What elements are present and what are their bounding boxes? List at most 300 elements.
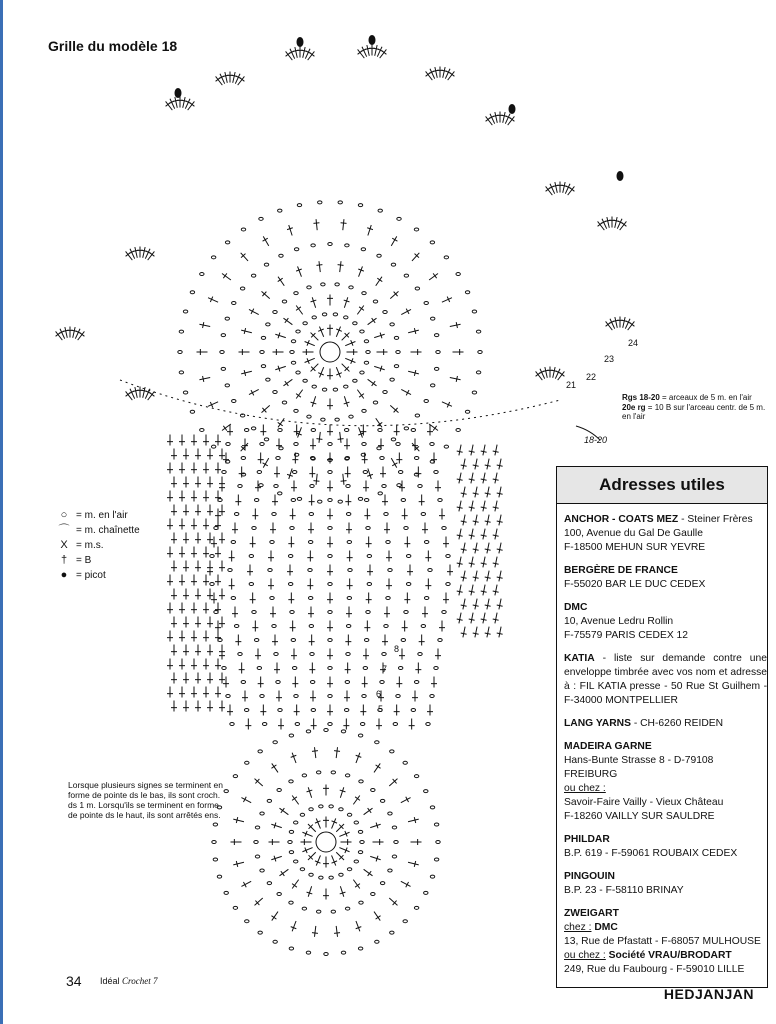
chain-stitch (211, 256, 215, 259)
chain-stitch (363, 471, 367, 474)
chain-stitch (278, 492, 282, 495)
double-crochet-stitch (271, 856, 281, 859)
chain-stitch (310, 653, 314, 656)
double-crochet-stitch (289, 469, 292, 479)
chain-stitch (364, 340, 368, 343)
double-crochet-stitch (312, 396, 315, 406)
chain-stitch (346, 653, 350, 656)
double-crochet-stitch (463, 515, 465, 526)
chain-stitch (341, 730, 345, 733)
chain-stitch (228, 569, 232, 572)
chain-stitch (358, 851, 362, 854)
chain-stitch (415, 414, 419, 417)
double-crochet-bar (461, 465, 467, 466)
legend-item-single-crochet (58, 538, 140, 553)
double-crochet-stitch (475, 459, 477, 470)
double-crochet-bar (485, 577, 491, 578)
chain-stitch (434, 334, 438, 337)
chain-stitch (278, 209, 282, 212)
double-crochet-bar (368, 871, 372, 876)
supplier-detail: Société VRAU/BRODART (608, 950, 732, 961)
chain-stitch (261, 336, 265, 339)
chain-stitch (311, 429, 315, 432)
chain-stitch (303, 379, 307, 382)
address-bergere (564, 564, 767, 592)
chain-stitch (294, 695, 298, 698)
double-crochet-bar (481, 451, 487, 452)
chain-stitch (311, 244, 315, 247)
double-crochet-bar (236, 817, 237, 823)
address-katia (564, 652, 767, 708)
double-crochet-stitch (495, 529, 497, 540)
double-crochet-stitch (332, 818, 336, 828)
double-crochet-stitch (241, 371, 252, 374)
double-crochet-bar (497, 521, 503, 522)
double-crochet-bar (312, 751, 318, 752)
double-crochet-bar (457, 591, 463, 592)
double-crochet-bar (457, 479, 463, 480)
chain-stitch (375, 741, 379, 744)
chain-stitch (358, 204, 362, 207)
double-crochet-bar (203, 322, 204, 328)
double-crochet-bar (292, 884, 297, 888)
row-label-21: 21 (566, 380, 577, 390)
supplier-name: ZWEIGART (564, 908, 619, 919)
double-crochet-stitch (249, 389, 259, 394)
double-crochet-stitch (336, 327, 340, 337)
double-crochet-stitch (463, 487, 465, 498)
chain-stitch (373, 300, 377, 303)
chain-stitch (254, 499, 258, 502)
chain-stitch (234, 625, 238, 628)
double-crochet-bar (278, 278, 283, 281)
chain-stitch (371, 893, 375, 896)
chain-stitch (200, 273, 204, 276)
chain-stitch (421, 513, 425, 516)
address-line: Savoir-Faire Vailly - Vieux Château (564, 797, 724, 808)
double-crochet-stitch (401, 389, 411, 394)
chain-stitch (225, 241, 229, 244)
address-line: 13, Rue de Pfastatt - F-68057 MULHOUSE (564, 936, 761, 947)
double-crochet-bar (497, 605, 503, 606)
double-crochet-stitch (471, 557, 473, 568)
double-crochet-stitch (375, 45, 377, 56)
chain-stitch (442, 611, 446, 614)
chain-stitch (318, 500, 322, 503)
double-crochet-bar (481, 507, 487, 508)
chain-stitch (266, 323, 270, 326)
double-crochet-bar (497, 577, 503, 578)
chain-stitch (255, 826, 259, 829)
chain-stitch (362, 292, 366, 295)
chain-stitch (444, 445, 448, 448)
chain-stitch (309, 625, 313, 628)
double-crochet-bar (244, 370, 245, 376)
double-crochet-bar (457, 619, 463, 620)
double-crochet-bar (223, 273, 227, 278)
picot-icon: ● (60, 569, 68, 581)
chain-stitch (319, 805, 323, 808)
double-crochet-stitch (475, 487, 477, 498)
chain-stitch (221, 334, 225, 337)
address-phildar (564, 833, 767, 861)
chain-stitch (259, 217, 263, 220)
double-crochet-bar (236, 861, 237, 867)
chain-stitch (383, 311, 387, 314)
double-crochet-stitch (459, 557, 461, 568)
chain-stitch (430, 806, 434, 809)
double-crochet-bar (485, 605, 491, 606)
double-crochet-stitch (359, 266, 363, 276)
double-crochet-bar (461, 549, 467, 550)
chain-stitch (360, 330, 364, 333)
chain-stitch (345, 774, 349, 777)
chain-stitch (278, 429, 282, 432)
supplier-detail: - Steiner Frères (678, 514, 753, 525)
chain-stitch (377, 254, 381, 257)
double-crochet-stitch (368, 225, 371, 235)
double-crochet-bar (461, 633, 467, 634)
slip-stitch-icon: ⌒ (58, 524, 70, 536)
chain-stitch (476, 371, 480, 374)
legend-text: = picot (76, 570, 106, 581)
chain-stitch (221, 367, 225, 370)
chain-stitch (388, 869, 392, 872)
chain-stitch (415, 287, 419, 290)
chain-stitch (308, 541, 312, 544)
double-crochet-stitch (408, 330, 419, 333)
double-crochet-stitch (483, 501, 485, 512)
chain-stitch (414, 775, 418, 778)
double-crochet-bar (469, 591, 475, 592)
chain-stitch (210, 555, 214, 558)
double-crochet-bar (469, 451, 475, 452)
double-crochet-stitch (339, 848, 349, 852)
double-crochet-stitch (370, 856, 380, 859)
chain-stitch (241, 681, 245, 684)
chain-stitch (394, 365, 398, 368)
double-crochet-stitch (623, 317, 625, 328)
double-crochet-stitch (495, 473, 497, 484)
double-crochet-bar (630, 323, 635, 327)
rows-note (622, 393, 770, 422)
chain-stitch (367, 583, 371, 586)
chain-stitch (296, 371, 300, 374)
chain-stitch (353, 322, 357, 325)
chain-stitch (179, 371, 183, 374)
picot-stitch (297, 38, 303, 47)
double-crochet-bar (469, 507, 475, 508)
double-crochet-stitch (241, 330, 252, 333)
address-line: F-18260 VAILLY SUR SAULDRE (564, 811, 715, 822)
chain-stitch (316, 771, 320, 774)
double-crochet-stitch (459, 529, 461, 540)
chain-stitch (418, 485, 422, 488)
chain-stitch (210, 583, 214, 586)
chain-stitch (380, 882, 384, 885)
row-label-18-20: 18-20 (584, 435, 608, 445)
chain-stitch (366, 611, 370, 614)
double-crochet-stitch (263, 236, 269, 246)
chain-stitch (424, 597, 428, 600)
double-crochet-stitch (463, 571, 465, 582)
double-crochet-stitch (308, 787, 311, 797)
double-crochet-stitch (487, 543, 489, 554)
double-crochet-bar (150, 253, 155, 257)
chain-stitch (302, 907, 306, 910)
double-crochet-bar (285, 318, 289, 323)
chain-stitch (183, 310, 187, 313)
double-crochet-bar (469, 535, 475, 536)
chain-stitch (231, 541, 235, 544)
chain-stitch (291, 639, 295, 642)
chain-stitch (360, 371, 364, 374)
double-crochet-stitch (271, 824, 281, 827)
chain-stitch (240, 287, 244, 290)
chain-stitch (424, 541, 428, 544)
chain-stitch (233, 906, 237, 909)
chain-stitch (277, 788, 281, 791)
address-line: 100, Avenue du Gal De Gaulle (564, 528, 703, 539)
address-dmc (564, 601, 767, 643)
double-crochet-bar (338, 265, 344, 266)
double-crochet-stitch (487, 459, 489, 470)
double-crochet-stitch (305, 341, 315, 345)
legend-text: = m. en l'air (76, 510, 128, 521)
double-crochet-stitch (615, 217, 617, 228)
chain-stitch (329, 805, 333, 808)
chain-stitch (328, 555, 332, 558)
chain-stitch (364, 361, 368, 364)
stitch-note: Lorsque plusieurs signes se terminent en forme de pointe ds le bas, ils sont croch. ds 1 m. Lorsqu'ils se terminent en forme de pointe ds le haut, ils sont arrêtés ens. (68, 780, 223, 820)
double-crochet-bar (359, 307, 364, 311)
double-crochet-stitch (208, 402, 218, 406)
double-crochet-stitch (233, 862, 244, 865)
double-crochet-stitch (459, 473, 461, 484)
chain-stitch (328, 443, 332, 446)
chain-stitch (335, 283, 339, 286)
double-crochet-stitch (495, 501, 497, 512)
chain-stitch (225, 317, 229, 320)
double-crochet-stitch (495, 557, 497, 568)
chain-stitch (361, 248, 365, 251)
double-crochet-stitch (475, 515, 477, 526)
chain-stitch (258, 931, 262, 934)
chain-stitch (434, 858, 438, 861)
chain-stitch (465, 410, 469, 413)
double-crochet-stitch (615, 317, 617, 328)
chain-stitch (294, 409, 298, 412)
double-crochet-stitch (499, 599, 501, 610)
double-crochet-bar (312, 933, 318, 934)
chain-stitch (375, 940, 379, 943)
chain-stitch (260, 443, 264, 446)
address-pingouin (564, 870, 767, 898)
chain-stitch (231, 597, 235, 600)
double-crochet-stitch (316, 219, 317, 230)
chain-stitch (363, 667, 367, 670)
chain-stitch (244, 709, 248, 712)
chain-stitch (358, 734, 362, 737)
chain-stitch (364, 499, 368, 502)
double-crochet-bar (376, 765, 381, 768)
row-label-22: 22 (586, 372, 597, 382)
double-crochet-stitch (199, 324, 210, 326)
address-zweigart (564, 907, 767, 977)
chain-stitch (430, 875, 434, 878)
chain-stitch (307, 286, 311, 289)
stitch-legend (58, 508, 140, 583)
chain-stitch (331, 910, 335, 913)
double-crochet-bar (457, 507, 463, 508)
magazine-issue: Crochet 7 (122, 976, 158, 986)
double-crochet-bar (493, 451, 499, 452)
picot-stitch (617, 172, 623, 181)
chain-stitch (347, 868, 351, 871)
double-crochet-stitch (471, 501, 473, 512)
double-crochet-stitch (336, 926, 337, 937)
double-crochet-stitch (208, 298, 218, 302)
double-crochet-bar (469, 479, 475, 480)
chain-stitch (347, 541, 351, 544)
double-crochet-stitch (303, 47, 305, 58)
double-crochet-stitch (503, 112, 505, 123)
chain-stitch (360, 841, 364, 844)
double-crochet-bar (570, 188, 575, 192)
double-crochet-bar (271, 765, 276, 768)
double-crochet-stitch (459, 613, 461, 624)
chain-stitch (249, 555, 253, 558)
chain-stitch (225, 384, 229, 387)
chain-stitch (378, 492, 382, 495)
address-line: 10, Avenue Ledru Rollin (564, 616, 674, 627)
double-crochet-stitch (241, 881, 251, 886)
chain-stitch (288, 583, 292, 586)
chain-stitch (328, 611, 332, 614)
double-crochet-stitch (249, 309, 259, 314)
double-crochet-stitch (391, 236, 397, 246)
row-label-6: 6 (376, 689, 382, 699)
supplier-name: DMC (564, 602, 588, 613)
chain-stitch (354, 860, 358, 863)
double-crochet-stitch (336, 367, 340, 377)
double-crochet-bar (150, 393, 155, 397)
double-crochet-stitch (471, 613, 473, 624)
chain-stitch (360, 723, 364, 726)
chain-stitch (345, 244, 349, 247)
chain-stitch (328, 243, 332, 246)
chain-stitch (430, 695, 434, 698)
chain-stitch (397, 217, 401, 220)
double-crochet-stitch (319, 261, 320, 272)
double-crochet-bar (223, 426, 227, 431)
chain-stitch (333, 388, 337, 391)
chain-stitch (255, 855, 259, 858)
supplier-name: PHILDAR (564, 834, 610, 845)
legend-text: = B (76, 555, 92, 566)
chain-stitch (366, 527, 370, 530)
chain-stitch (307, 415, 311, 418)
chain-stitch (322, 313, 326, 316)
chain-stitch (442, 527, 446, 530)
double-crochet-stitch (367, 45, 369, 56)
chain-stitch (401, 499, 405, 502)
double-crochet-bar (485, 549, 491, 550)
double-crochet-stitch (483, 585, 485, 596)
chain-stitch (434, 823, 438, 826)
double-crochet-bar (473, 577, 479, 578)
chain-stitch (391, 263, 395, 266)
chain-stitch (238, 653, 242, 656)
double-crochet-stitch (314, 747, 315, 758)
credit-watermark: HEDJANJAN (663, 986, 754, 1002)
chain-stitch (316, 910, 320, 913)
double-crochet-stitch (298, 266, 302, 276)
double-crochet-stitch (471, 585, 473, 596)
double-crochet-bar (461, 577, 467, 578)
double-crochet-stitch (483, 613, 485, 624)
double-crochet-bar (359, 394, 364, 398)
double-crochet-icon: † (60, 554, 68, 566)
double-crochet-bar (485, 521, 491, 522)
supplier-name: LANG YARNS (564, 718, 631, 729)
double-crochet-bar (372, 318, 376, 323)
double-crochet-bar (493, 479, 499, 480)
chain-stitch (414, 681, 418, 684)
double-crochet-stitch (343, 474, 344, 485)
chain-stitch (414, 457, 418, 460)
chain-stitch (190, 291, 194, 294)
rows-note-label: Rgs 18-20 (622, 393, 660, 402)
double-crochet-bar (341, 223, 347, 224)
double-crochet-stitch (475, 543, 477, 554)
address-line: F-75579 PARIS CEDEX 12 (564, 630, 688, 641)
double-crochet-bar (341, 481, 347, 482)
chain-stitch (478, 351, 482, 354)
double-crochet-stitch (319, 327, 323, 337)
chain-stitch (324, 953, 328, 956)
double-crochet-stitch (374, 366, 384, 369)
legend-item-chain (58, 508, 140, 523)
address-at: chez : (564, 922, 592, 933)
chain-stitch (411, 709, 415, 712)
double-crochet-stitch (408, 862, 419, 865)
double-crochet-bar (461, 493, 467, 494)
chain-stitch (411, 429, 415, 432)
chain-stitch (290, 351, 294, 354)
chain-stitch (264, 263, 268, 266)
supplier-name: ANCHOR - COATS MEZ (564, 514, 679, 525)
chain-stitch (294, 860, 298, 863)
chain-stitch (319, 876, 323, 879)
double-crochet-stitch (495, 585, 497, 596)
double-crochet-stitch (135, 387, 137, 398)
chain-stitch (367, 555, 371, 558)
chain-stitch (401, 639, 405, 642)
double-crochet-bar (368, 808, 372, 813)
chain-stitch (404, 527, 408, 530)
chain-stitch (292, 471, 296, 474)
chain-stitch (390, 750, 394, 753)
chain-stitch (183, 391, 187, 394)
double-crochet-stitch (356, 753, 360, 763)
chain-stitch (396, 443, 400, 446)
addresses-title: Adresses utiles (557, 467, 767, 504)
chain-stitch (358, 947, 362, 950)
chain-stitch (267, 799, 271, 802)
chain-stitch (396, 351, 400, 354)
chain-stitch (254, 841, 258, 844)
